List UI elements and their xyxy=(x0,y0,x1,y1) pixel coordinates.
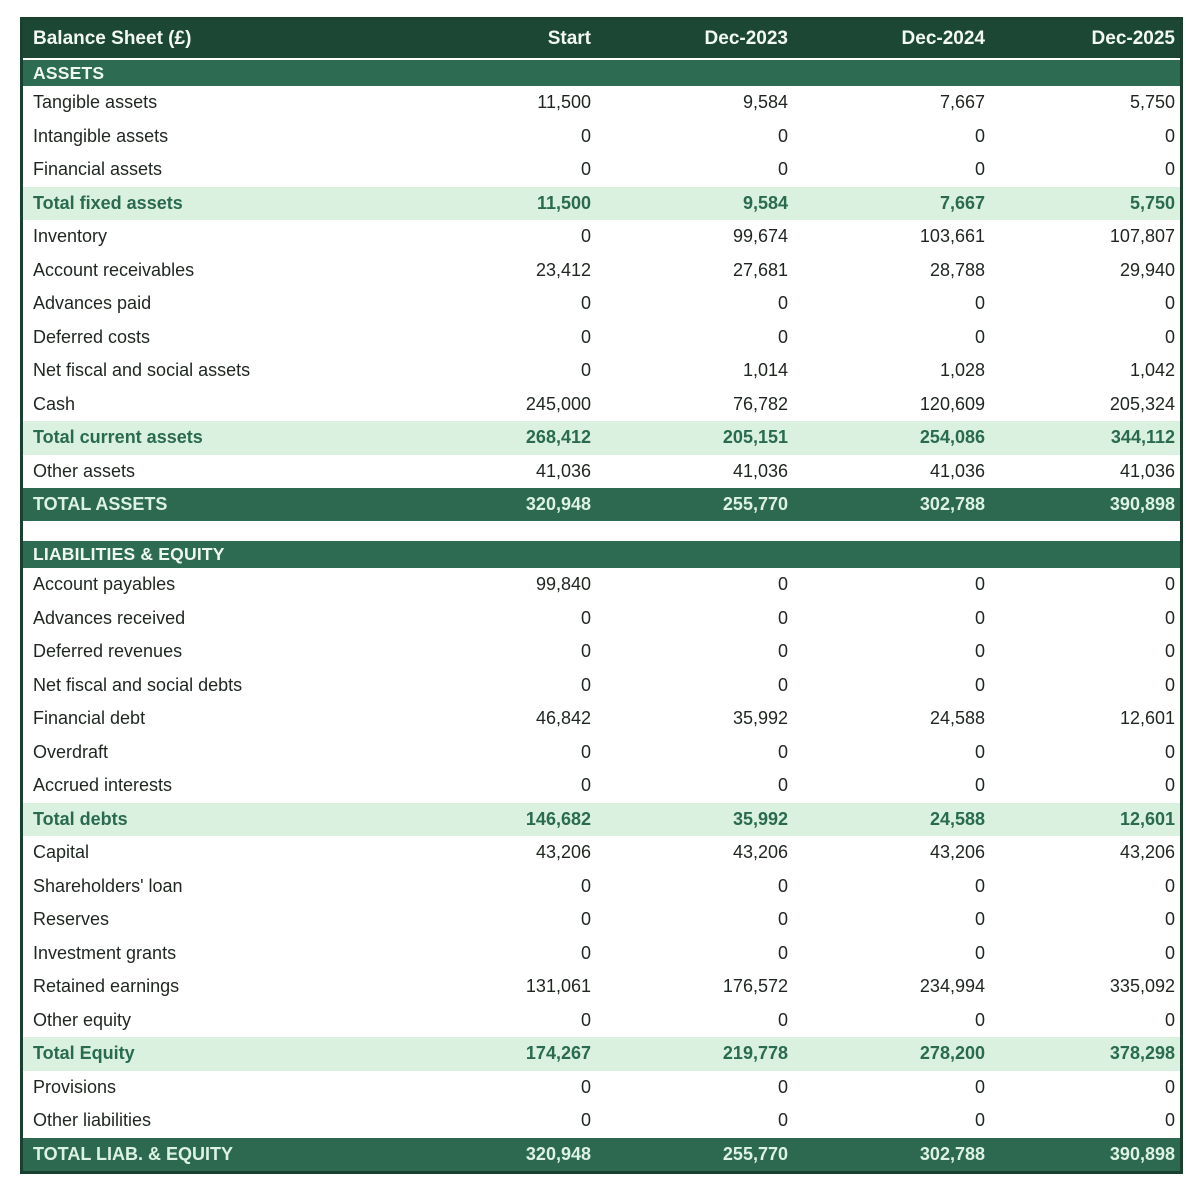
row-label: Advances paid xyxy=(33,293,152,314)
table-row xyxy=(23,1071,1180,1105)
balance-sheet-table xyxy=(20,17,1183,1174)
row-value: 35,992 xyxy=(732,808,788,829)
row-value: 0 xyxy=(777,125,788,146)
table-row xyxy=(23,254,1180,288)
row-label: Deferred revenues xyxy=(33,641,183,662)
table-row xyxy=(23,836,1180,870)
table-row xyxy=(23,903,1180,937)
total-row-total-liab-equity xyxy=(23,1138,1180,1171)
row-value: 43,206 xyxy=(732,842,788,863)
row-value: 0 xyxy=(777,775,788,796)
row-value: 219,778 xyxy=(722,1043,788,1064)
row-value: 0 xyxy=(580,1076,591,1097)
row-value: 0 xyxy=(777,875,788,896)
row-value: 107,807 xyxy=(1109,226,1175,247)
row-value: 5,750 xyxy=(1129,92,1175,113)
row-value: 0 xyxy=(580,875,591,896)
row-label: Total fixed assets xyxy=(33,192,183,213)
table-row xyxy=(23,1104,1180,1138)
row-value: 0 xyxy=(1164,574,1175,595)
row-value: 255,770 xyxy=(722,1143,788,1164)
col-header-dec-2025: Dec-2025 xyxy=(1091,28,1175,49)
row-label: Tangible assets xyxy=(33,92,158,113)
row-value: 24,588 xyxy=(929,808,985,829)
row-value: 0 xyxy=(580,909,591,930)
table-row xyxy=(23,86,1180,120)
row-value: 0 xyxy=(974,741,985,762)
row-label: Financial debt xyxy=(33,708,146,729)
row-value: 0 xyxy=(1164,775,1175,796)
table-row xyxy=(23,870,1180,904)
row-value: 7,667 xyxy=(939,92,985,113)
row-value: 0 xyxy=(974,159,985,180)
row-value: 0 xyxy=(1164,326,1175,347)
row-value: 41,036 xyxy=(535,460,591,481)
row-value: 146,682 xyxy=(525,808,591,829)
row-label: Capital xyxy=(33,842,90,863)
row-label: TOTAL LIAB. & EQUITY xyxy=(33,1143,234,1164)
row-value: 0 xyxy=(1164,293,1175,314)
row-value: 0 xyxy=(1164,875,1175,896)
row-label: Accrued interests xyxy=(33,775,173,796)
row-value: 302,788 xyxy=(919,1143,985,1164)
row-label: Retained earnings xyxy=(33,976,180,997)
row-value: 0 xyxy=(777,574,788,595)
row-value: 0 xyxy=(777,326,788,347)
row-label: Reserves xyxy=(33,909,110,930)
row-label: Other liabilities xyxy=(33,1110,152,1131)
row-value: 0 xyxy=(580,942,591,963)
row-value: 0 xyxy=(777,607,788,628)
row-label: Account payables xyxy=(33,574,176,595)
row-label: Deferred costs xyxy=(33,326,151,347)
row-value: 103,661 xyxy=(919,226,985,247)
row-value: 0 xyxy=(1164,641,1175,662)
row-label: TOTAL ASSETS xyxy=(33,494,168,514)
row-value: 11,500 xyxy=(537,92,591,113)
row-label: Overdraft xyxy=(33,741,109,762)
table-row xyxy=(23,321,1180,355)
row-value: 9,584 xyxy=(742,192,788,213)
row-value: 0 xyxy=(580,741,591,762)
table-body xyxy=(23,59,1180,1171)
row-value: 0 xyxy=(974,125,985,146)
row-value: 41,036 xyxy=(1119,460,1175,481)
row-label: Intangible assets xyxy=(33,125,169,146)
row-value: 41,036 xyxy=(732,460,788,481)
row-value: 5,750 xyxy=(1129,192,1175,213)
table-row xyxy=(23,970,1180,1004)
row-value: 99,674 xyxy=(732,226,788,247)
row-label: Provisions xyxy=(33,1076,117,1097)
row-value: 0 xyxy=(777,1009,788,1030)
row-value: 131,061 xyxy=(525,976,591,997)
row-value: 0 xyxy=(974,641,985,662)
row-value: 0 xyxy=(974,942,985,963)
row-value: 0 xyxy=(777,159,788,180)
table-row xyxy=(23,702,1180,736)
row-value: 1,028 xyxy=(939,360,985,381)
col-header-start: Start xyxy=(547,28,591,49)
table-row xyxy=(23,1004,1180,1038)
row-value: 0 xyxy=(777,1076,788,1097)
table-row xyxy=(23,120,1180,154)
table-row xyxy=(23,803,1180,837)
table-row xyxy=(23,602,1180,636)
row-value: 0 xyxy=(777,293,788,314)
row-value: 99,840 xyxy=(535,574,591,595)
row-value: 234,994 xyxy=(919,976,985,997)
row-value: 0 xyxy=(580,326,591,347)
row-value: 0 xyxy=(1164,125,1175,146)
row-value: 0 xyxy=(974,674,985,695)
row-value: 0 xyxy=(580,293,591,314)
table-row xyxy=(23,153,1180,187)
row-value: 255,770 xyxy=(722,494,788,514)
row-value: 302,788 xyxy=(919,494,985,514)
row-value: 0 xyxy=(974,326,985,347)
row-value: 0 xyxy=(1164,607,1175,628)
row-value: 0 xyxy=(974,1076,985,1097)
row-value: 41,036 xyxy=(929,460,985,481)
row-value: 0 xyxy=(1164,942,1175,963)
table-row xyxy=(23,568,1180,602)
row-value: 0 xyxy=(580,607,591,628)
row-value: 0 xyxy=(1164,674,1175,695)
row-value: 205,324 xyxy=(1109,393,1175,414)
table-title: Balance Sheet (£) xyxy=(33,28,192,49)
table-row xyxy=(23,669,1180,703)
row-value: 0 xyxy=(1164,741,1175,762)
balance-sheet xyxy=(23,20,1180,1171)
row-value: 320,948 xyxy=(525,494,591,514)
row-value: 0 xyxy=(777,909,788,930)
row-value: 0 xyxy=(974,607,985,628)
row-value: 0 xyxy=(974,875,985,896)
row-label: Net fiscal and social assets xyxy=(33,360,251,381)
table-row xyxy=(23,455,1180,489)
row-value: 0 xyxy=(974,909,985,930)
row-value: 278,200 xyxy=(919,1043,985,1064)
table-row xyxy=(23,187,1180,221)
row-label: Account receivables xyxy=(33,259,195,280)
table-row xyxy=(23,1037,1180,1071)
col-header-dec-2024: Dec-2024 xyxy=(901,28,985,49)
row-value: 0 xyxy=(1164,1076,1175,1097)
table-row xyxy=(23,769,1180,803)
row-label: Total current assets xyxy=(33,427,203,448)
row-value: 0 xyxy=(580,1110,591,1131)
row-value: 0 xyxy=(580,159,591,180)
row-value: 46,842 xyxy=(535,708,591,729)
table-row xyxy=(23,354,1180,388)
row-value: 1,042 xyxy=(1129,360,1175,381)
col-header-dec-2023: Dec-2023 xyxy=(704,28,788,49)
row-value: 390,898 xyxy=(1109,1143,1175,1164)
row-value: 0 xyxy=(580,641,591,662)
table-row xyxy=(23,937,1180,971)
row-value: 24,588 xyxy=(929,708,985,729)
row-value: 0 xyxy=(777,1110,788,1131)
row-value: 0 xyxy=(777,641,788,662)
row-value: 0 xyxy=(974,1110,985,1131)
row-value: 0 xyxy=(580,674,591,695)
row-value: 43,206 xyxy=(1119,842,1175,863)
row-value: 120,609 xyxy=(919,393,985,414)
row-value: 0 xyxy=(1164,1009,1175,1030)
row-value: 43,206 xyxy=(535,842,591,863)
row-value: 11,500 xyxy=(536,192,591,213)
section-header-liabilities-equity xyxy=(23,541,1180,568)
table-row xyxy=(23,287,1180,321)
row-value: 335,092 xyxy=(1109,976,1175,997)
row-label: Investment grants xyxy=(33,942,177,963)
row-value: 7,667 xyxy=(939,192,985,213)
row-value: 390,898 xyxy=(1109,494,1175,514)
row-value: 0 xyxy=(580,775,591,796)
row-label: Financial assets xyxy=(33,159,163,180)
row-value: 0 xyxy=(777,741,788,762)
section-header-label: LIABILITIES & EQUITY xyxy=(33,544,225,564)
row-value: 0 xyxy=(580,360,591,381)
row-value: 0 xyxy=(974,775,985,796)
row-value: 0 xyxy=(580,226,591,247)
row-value: 378,298 xyxy=(1109,1043,1175,1064)
table-row xyxy=(23,421,1180,455)
row-value: 0 xyxy=(1164,1110,1175,1131)
section-header-assets xyxy=(23,59,1180,86)
table-row xyxy=(23,220,1180,254)
table-head xyxy=(23,20,1180,59)
table-row xyxy=(23,635,1180,669)
row-value: 174,267 xyxy=(525,1043,591,1064)
row-label: Advances received xyxy=(33,607,186,628)
row-label: Other assets xyxy=(33,460,136,481)
row-label: Net fiscal and social debts xyxy=(33,674,243,695)
row-value: 12,601 xyxy=(1119,808,1175,829)
row-value: 9,584 xyxy=(742,92,788,113)
total-row-total-assets xyxy=(23,488,1180,521)
row-value: 245,000 xyxy=(525,393,591,414)
section-spacer-cell xyxy=(23,521,1180,541)
row-label: Total debts xyxy=(33,808,128,829)
row-value: 0 xyxy=(974,293,985,314)
row-label: Total Equity xyxy=(33,1043,135,1064)
row-value: 205,151 xyxy=(722,427,788,448)
row-value: 23,412 xyxy=(535,259,591,280)
row-value: 344,112 xyxy=(1110,427,1175,448)
row-value: 1,014 xyxy=(742,360,788,381)
table-row xyxy=(23,736,1180,770)
row-label: Cash xyxy=(33,393,76,414)
row-value: 35,992 xyxy=(732,708,788,729)
row-label: Shareholders' loan xyxy=(33,875,183,896)
row-value: 0 xyxy=(974,574,985,595)
row-value: 0 xyxy=(777,674,788,695)
table-header-row xyxy=(23,20,1180,59)
row-value: 268,412 xyxy=(525,427,591,448)
table-row xyxy=(23,388,1180,422)
row-value: 320,948 xyxy=(525,1143,591,1164)
row-label: Other equity xyxy=(33,1009,132,1030)
row-value: 0 xyxy=(777,942,788,963)
row-value: 28,788 xyxy=(929,259,985,280)
section-header-label: ASSETS xyxy=(33,62,105,83)
row-value: 0 xyxy=(580,125,591,146)
row-value: 0 xyxy=(974,1009,985,1030)
section-spacer xyxy=(23,521,1180,541)
row-value: 0 xyxy=(1164,909,1175,930)
row-value: 0 xyxy=(1164,159,1175,180)
row-value: 0 xyxy=(580,1009,591,1030)
row-value: 176,572 xyxy=(722,976,788,997)
row-value: 43,206 xyxy=(929,842,985,863)
row-value: 76,782 xyxy=(732,393,788,414)
row-value: 29,940 xyxy=(1119,259,1175,280)
row-value: 254,086 xyxy=(919,427,985,448)
row-value: 27,681 xyxy=(732,259,788,280)
row-value: 12,601 xyxy=(1119,708,1175,729)
row-label: Inventory xyxy=(33,226,108,247)
